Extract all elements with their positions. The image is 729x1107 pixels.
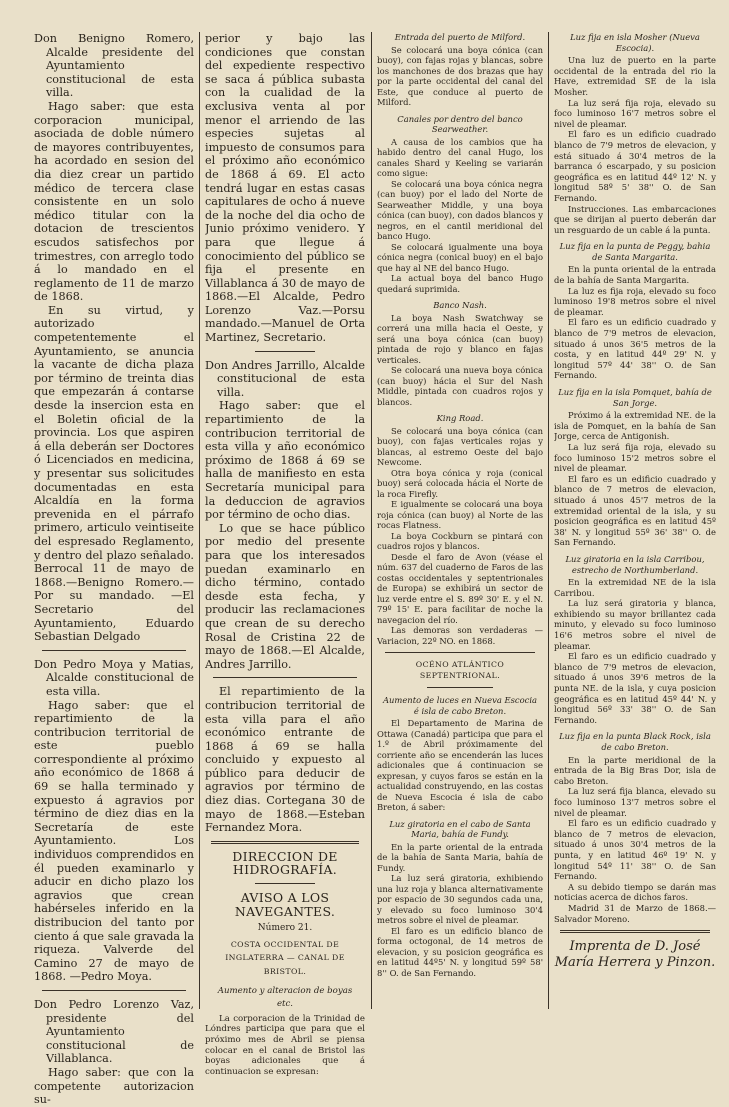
subsection-title: Entrada del puerto de Milford. <box>394 32 526 42</box>
notice-paragraph: El faro es un edificio cuadrado y blanco de 7 metros de elevacion, situado á unos 45'7 metros de la extremidad oriental de la isla, y su posicion geográfica es en latitud 45º 38' N. y longitud 55º 36' 38'' O. de San Fernando. <box>554 473 716 548</box>
divider <box>255 351 315 352</box>
notice-paragraph: Se colocará una nueva boya cónica (can buoy) hácia el Sur del Nash Middle, pintada con cuadros rojos y blancos. <box>377 365 543 407</box>
notice-paragraph: Hago saber: que esta corporacion municipal, asociada de doble número de mayores contribuyentes, ha acordado en sesion del dia diez crear un partido médico de tercera clase consistente en un solo médico titular con la dotacion de trescientos escudos satisfechos por trimestres, con arreglo todo á lo mandado en el reglamento de 11 de marzo de 1868. <box>34 99 194 304</box>
notice-heading: Don Benigno Romero, Alcalde presidente del Ayuntamiento constitucional de esta villa. <box>34 32 194 100</box>
divider <box>213 677 357 678</box>
notice-paragraph: El faro es un edificio cuadrado y blanco de 7 metros de elevacion, situado á unos 30'4 metros de la punta, y en latitud 46º 19' N. y longitud 54º 11' 38'' O. de San Fernando. <box>554 818 716 882</box>
subsection-title: Luz fija en la punta de Peggy, bahia de Santa Margarita. <box>559 241 711 262</box>
notice-paragraph: En la extremidad NE de la isla Carribou. <box>554 577 716 598</box>
notice-paragraph: Próximo á la extremidad NE. de la isla de Pomquet, en la bahía de San Jorge, cerca de Antigonish. <box>554 410 716 442</box>
subsection-title: Luz fija en la isla Pomquet, bahía de San Jorge. <box>558 387 712 408</box>
column-2 <box>205 32 365 1077</box>
notice-paragraph: Hago saber: que el repartimiento de la contribucion territorial de esta villa y año económico próximo de 1868 á 69 se halla de manifiesto en esta Secretaría municipal para la deduccion de agravios por término de ocho dias. <box>205 399 365 522</box>
notice-paragraph: La boya Cockburn se pintará con cuadros rojos y blancos. <box>377 530 543 551</box>
notice-paragraph: E igualmente se colocará una boya roja cónica (can buoy) al Norte de las rocas Flatness. <box>377 499 543 530</box>
subsection-title: Canales por dentro del banco Searweather. <box>397 113 523 134</box>
notice-paragraph: El faro es un edificio cuadrado blanco de 7'9 metros de elevacion, y está situado á 30'4 metros de la barranca ó escarpado, y su posicion geográfica es en latitud 44º 12' N. y longitud 58º 5' 38'' O. de San Fernando. <box>554 129 716 203</box>
notice-paragraph: La luz será giratoria y blanca, exhibiendo su mayor brillantez cada minuto, y elevado su foco luminoso 16'6 metros sobre el nivel de pleamar. <box>554 598 716 651</box>
notice-paragraph: Se colocará una boya cónica negra (can buoy) por el lado del Norte de Searweather Middle, y una boya cónica (can buoy), con dados blancos y negros, en el cantil meridional del banco Hugo. <box>377 178 543 241</box>
notice-paragraph: El faro es un edificio cuadrado y blanco de 7'9 metros de elevacion, situado á unos 39'6 metros de la punta NE. de la isla, y cuya posicion geográfica es en latitud 45º 44' N. y longitud 56º 33' 38'' O. de San Fernando. <box>554 651 716 725</box>
divider <box>385 652 535 653</box>
column-3 <box>377 32 543 978</box>
notice-paragraph: Instrucciones. Las embarcaciones que se dirijan al puerto deberán dar un resguardo de un cable á la punta. <box>554 203 716 235</box>
notice-paragraph: A su debido tiempo se darán mas noticias acerca de dichos faros. <box>554 881 716 903</box>
notice-paragraph: El faro es un edificio blanco de forma octogonal, de 14 metros de elevacion, y su posicion geográfica es en latitud 44º5' N. y longitud 59º 58' 8'' O. de San Fernando. <box>377 925 543 978</box>
column-rule <box>199 32 200 1009</box>
notice-paragraph: A causa de los cambios que ha habido dentro del canal Hugo, los canales Shard y Keeling se variarán como sigue: <box>377 136 543 178</box>
section-heading: AVISO A LOS NAVEGANTES. <box>234 890 336 919</box>
region-heading: COSTA OCCIDENTAL DE INGLATERRA — CANAL DE BRISTOL. <box>225 939 345 976</box>
subsection-title: Luz fija en isla Mosher (Nueva Escocia). <box>570 32 700 53</box>
subsection-title: Luz giratoria en el cabo de Santa Maria, bahía de Fundy. <box>389 818 531 839</box>
notice-paragraph: Se colocará una boya cónica (can buoy), con fajas verticales rojas y blancas, al estremo Oeste del bajo Newcome. <box>377 425 543 467</box>
column-4 <box>554 32 716 971</box>
notice-heading: Don Pedro Moya y Matias, Alcalde constitucional de esta villa. <box>34 657 194 698</box>
subsection-title: King Road. <box>436 413 484 423</box>
subsection-title: Luz giratoria en la isla Carribou, estrecho de Northumberland. <box>565 553 705 575</box>
notice-paragraph: Madrid 31 de Marzo de 1868.— Salvador Moreno. <box>554 902 716 924</box>
notice-heading: Don Andres Jarrillo, Alcalde constitucional de esta villa. <box>205 358 365 399</box>
notice-paragraph: La luz es fija roja, elevado su foco luminoso 19'8 metros sobre el nivel de pleamar. <box>554 285 716 317</box>
notice-number: Número 21. <box>257 923 313 934</box>
notice-paragraph: En su virtud, y autorizado competentemente el Ayuntamiento, se anuncia la vacante de dicha plaza por término de treinta dias que empezarán á contarse desde la insercion esta en el Boletin oficial de la provincia. Los que aspiren á ella deberán ser Doctores ó Licenciados en medicina, y presentar sus solicitudes documentadas en esta Alcaldía en la forma prevenida en el párrafo primero, articulo veintiseite del espresado Reglamento, y dentro del plazo señalado. Berrocal 11 de mayo de 1868.—Benigno Romero.—Por su mandado. —El Secretario del Ayuntamiento, Eduardo Sebastian Delgado <box>34 303 194 644</box>
notice-paragraph: Las demoras son verdaderas —Variacion, 22º NO. en 1868. <box>377 625 543 646</box>
notice-paragraph: La luz será fija roja, elevado su foco luminoso 16'7 metros sobre el nivel de pleamar. <box>554 97 716 129</box>
notice-heading: Don Pedro Lorenzo Vaz, presidente del Ayuntamiento constitucional de Villablanca. <box>34 997 194 1066</box>
notice-paragraph: Hago saber: que con la competente autorizacion su- <box>34 1065 194 1107</box>
notice-paragraph: Desde el faro de Avon (véase el núm. 637 del cuaderno de Faros de las costas occidentales y septentrionales de Europa) se exhibirá un sector de luz verde entre el S. 89º 30' E. y el N. 79º 15' E. para facilitar de noche la navegacion del río. <box>377 551 543 625</box>
subsection-title: Luz fija en la punta Black Rock, isla de cabo Breton. <box>559 731 711 752</box>
notice-paragraph: Una luz de puerto en la parte occidental de la entrada del rio la Have, extremidad SE de la isla Mosher. <box>554 55 716 97</box>
notice-paragraph: El repartimiento de la contribucion territorial de esta villa para el año económico entrante de 1868 á 69 se halla concluido y expuesto al público para deducir de agravios por término de diez dias. Cortegana 30 de mayo de 1868.—Esteban Fernandez Mora. <box>205 685 365 835</box>
notice-paragraph: En la punta oriental de la entrada de la bahía de Santa Margarita. <box>554 264 716 286</box>
region-heading: OCÉNO ATLÁNTICO SEPTENTRIONAL. <box>415 660 505 680</box>
notice-paragraph: En la parte oriental de la entrada de la bahía de Santa Maria, bahía de Fundy. <box>377 841 543 873</box>
column-1 <box>34 32 194 1107</box>
notice-paragraph: La corporacion de la Trinidad de Lóndres participa que para que el próximo mes de Abril se piensa colocar en el canal de Bristol las boyas adicionales que á continuacion se expresan: <box>205 1013 365 1077</box>
notice-paragraph: Lo que se hace público por medio del presente para que los interesados puedan examinarlo en dicho término, contado desde esta fecha, y producir las reclamaciones que crean de su derecho Rosal de Cristina 22 de mayo de 1868.—El Alcalde, Andres Jarrillo. <box>205 521 365 671</box>
notice-paragraph: perior y bajo las condiciones que constan del expediente respectivo se saca á pública subasta con la cualidad de la exclusiva venta al por menor el arriendo de las especies sujetas al impuesto de consumos para el próximo año económico de 1868 á 69. El acto tendrá lugar en estas casas capitulares de ocho á nueve de la noche del dia ocho de Junio próximo venidero. Y para que llegue á conocimiento del público se fija el presente en Villablanca á 30 de mayo de 1868.—El Alcalde, Pedro Lorenzo Vaz.—Porsu mandado.—Manuel de Orta Martinez, Secretario. <box>205 32 365 345</box>
subsection-title: Aumento de luces en Nueva Escocia é isla de cabo Breton. <box>382 695 538 716</box>
notice-paragraph: La luz será fija blanca, elevado su foco luminoso 13'7 metros sobre el nivel de pleamar. <box>554 786 716 818</box>
printer-imprint: Imprenta de D. José María Herrera y Pinzon. <box>554 939 716 971</box>
notice-paragraph: Se colocará igualmente una boya cónica negra (conical buoy) en el bajo que hay al NE del banco Hugo. <box>377 241 543 273</box>
notice-paragraph: Se colocará una boya cónica (can buoy), con fajas rojas y blancas, sobre los manchones de dos brazas que hay por la parte occidental del canal del Este, que conduce al puerto de Milford. <box>377 44 543 107</box>
column-rule <box>371 32 372 1009</box>
notice-paragraph: La luz será giratoria, exhibiendo una luz roja y blanca alternativamente por espacio de 30 segundos cada una, y elevado su foco luminoso 30'4 metros sobre el nivel de pleamar. <box>377 873 543 925</box>
notice-paragraph: El faro es un edificio cuadrado y blanco de 7'9 metros de elevacion, situado á unos 36'5 metros de la costa, y en latitud 44º 29' N. y longitud 57º 44' 38'' O. de San Fernando. <box>554 317 716 381</box>
notice-paragraph: El Departamento de Marina de Ottawa (Canadá) participa que para el 1.º de Abril próximamente del corriente año se encenderán las luces adicionales que á continuacion se expresan, y cuyos faros se están en la actualidad construyendo, en las costas de Nueva Escocia é isla de cabo Breton, á saber: <box>377 718 543 812</box>
notice-paragraph: La boya Nash Swatchway se correrá una milla hacia el Oeste, y será una boya cónica (can buoy) pintada de rojo y blanco en fajas verticales. <box>377 312 543 365</box>
double-divider <box>560 930 710 933</box>
divider <box>255 883 315 884</box>
divider <box>427 687 493 688</box>
notice-paragraph: Otra boya cónica y roja (conical buoy) será colocada hácia el Norte de la roca Firefly. <box>377 467 543 499</box>
subsection-title: Aumento y alteracion de boyas etc. <box>217 985 353 1010</box>
column-rule <box>548 32 549 1009</box>
notice-paragraph: Hago saber: que el repartimiento de la contribucion territorial de este pueblo correspondiente al próximo año económico de 1868 á 69 se halla terminado y expuesto á agravios por término de diez dias en la Secretaría de este Ayuntamiento. Los individuos comprendidos en él pueden examinarlo y aducir en dicho plazo los agravios que crean habérseles inferido en la distribucion del tanto por ciento á que sale gravada la riqueza. Valverde del Camino 27 de mayo de 1868. —Pedro Moya. <box>34 698 194 984</box>
notice-paragraph: La actual boya del banco Hugo quedará suprimida. <box>377 273 543 294</box>
divider <box>42 650 186 651</box>
divider <box>42 990 186 991</box>
subsection-title: Banco Nash. <box>433 300 487 310</box>
double-divider <box>211 841 359 844</box>
notice-paragraph: La luz será fija roja, elevado su foco luminoso 15'2 metros sobre el nivel de pleamar. <box>554 441 716 474</box>
notice-paragraph: En la parte meridional de la entrada de la Big Bras Dor, isla de cabo Breton. <box>554 754 716 786</box>
section-heading: DIRECCION DE HIDROGRAFÍA. <box>232 848 338 878</box>
